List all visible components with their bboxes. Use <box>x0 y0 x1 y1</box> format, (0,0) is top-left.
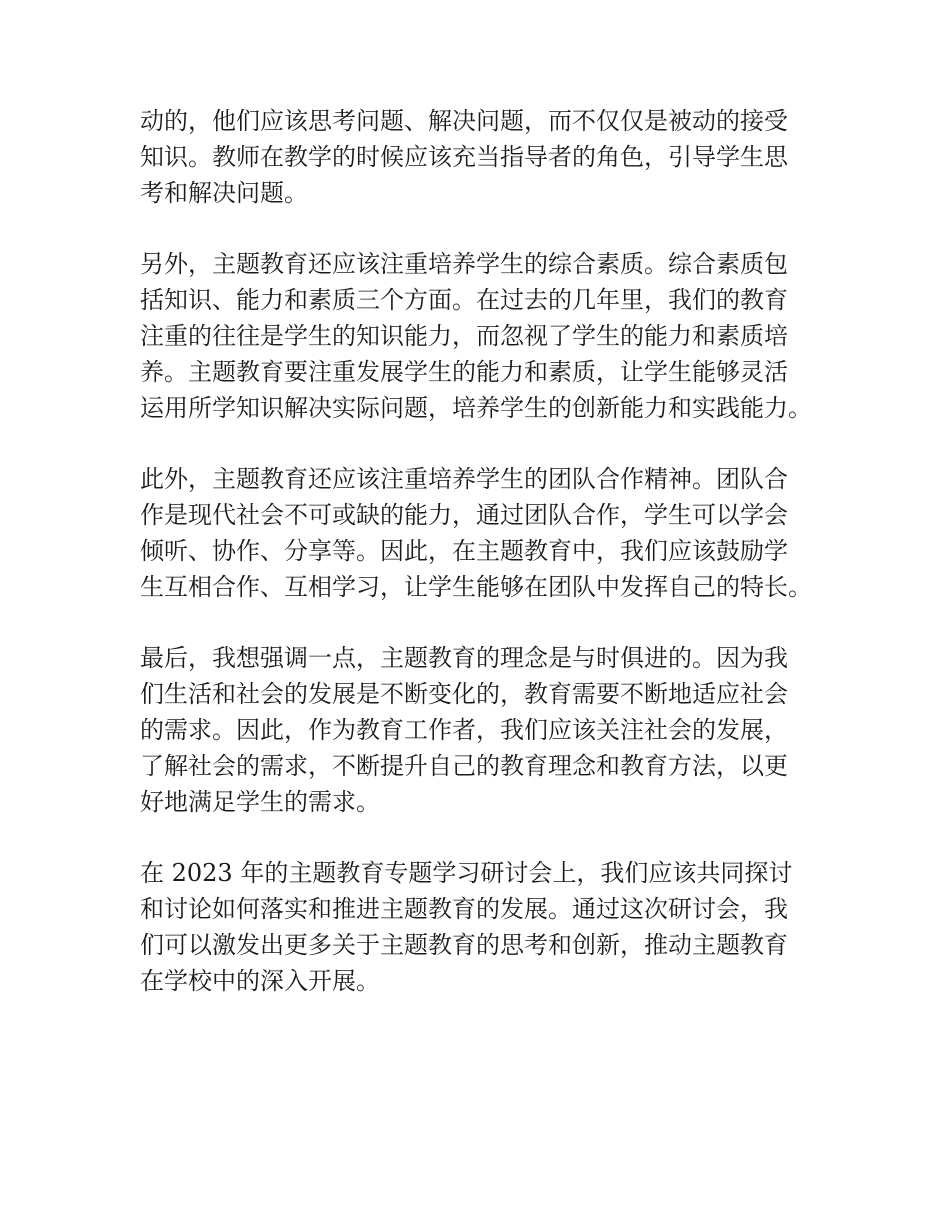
text-line: 在学校中的深入开展。 <box>140 967 380 995</box>
paragraph-1 <box>140 103 830 211</box>
text-line: 另外，主题教育还应该注重培养学生的综合素质。综合素质包 <box>140 250 788 278</box>
text-line: 倾听、协作、分享等。因此，在主题教育中，我们应该鼓励学 <box>140 537 788 565</box>
text-line: 在 2023 年的主题教育专题学习研讨会上，我们应该共同探讨 <box>140 859 793 887</box>
text-line: 此外，主题教育还应该注重培养学生的团队合作精神。团队合 <box>140 465 788 493</box>
text-line: 括知识、能力和素质三个方面。在过去的几年里，我们的教育 <box>140 286 788 314</box>
text-line: 生互相合作、互相学习，让学生能够在团队中发挥自己的特长。 <box>140 573 812 601</box>
paragraph-2 <box>140 246 830 426</box>
document-body <box>140 103 830 1034</box>
text-line: 养。主题教育要注重发展学生的能力和素质，让学生能够灵活 <box>140 358 788 386</box>
text-line: 运用所学知识解决实际问题，培养学生的创新能力和实践能力。 <box>140 394 812 422</box>
text-line: 的需求。因此，作为教育工作者，我们应该关注社会的发展， <box>140 716 788 744</box>
text-line: 好地满足学生的需求。 <box>140 788 380 816</box>
paragraph-4 <box>140 640 830 820</box>
text-line: 注重的往往是学生的知识能力，而忽视了学生的能力和素质培 <box>140 322 788 350</box>
text-line: 考和解决问题。 <box>140 179 308 207</box>
text-line: 们可以激发出更多关于主题教育的思考和创新，推动主题教育 <box>140 931 788 959</box>
paragraph-3 <box>140 461 830 605</box>
text-line: 动的，他们应该思考问题、解决问题，而不仅仅是被动的接受 <box>140 107 788 135</box>
text-line: 作是现代社会不可或缺的能力，通过团队合作，学生可以学会 <box>140 501 788 529</box>
text-line: 知识。教师在教学的时候应该充当指导者的角色，引导学生思 <box>140 143 788 171</box>
text-line: 们生活和社会的发展是不断变化的，教育需要不断地适应社会 <box>140 680 788 708</box>
text-line: 和讨论如何落实和推进主题教育的发展。通过这次研讨会，我 <box>140 895 788 923</box>
text-line: 最后，我想强调一点，主题教育的理念是与时俱进的。因为我 <box>140 644 788 672</box>
paragraph-5 <box>140 855 830 999</box>
text-line: 了解社会的需求，不断提升自己的教育理念和教育方法，以更 <box>140 752 788 780</box>
